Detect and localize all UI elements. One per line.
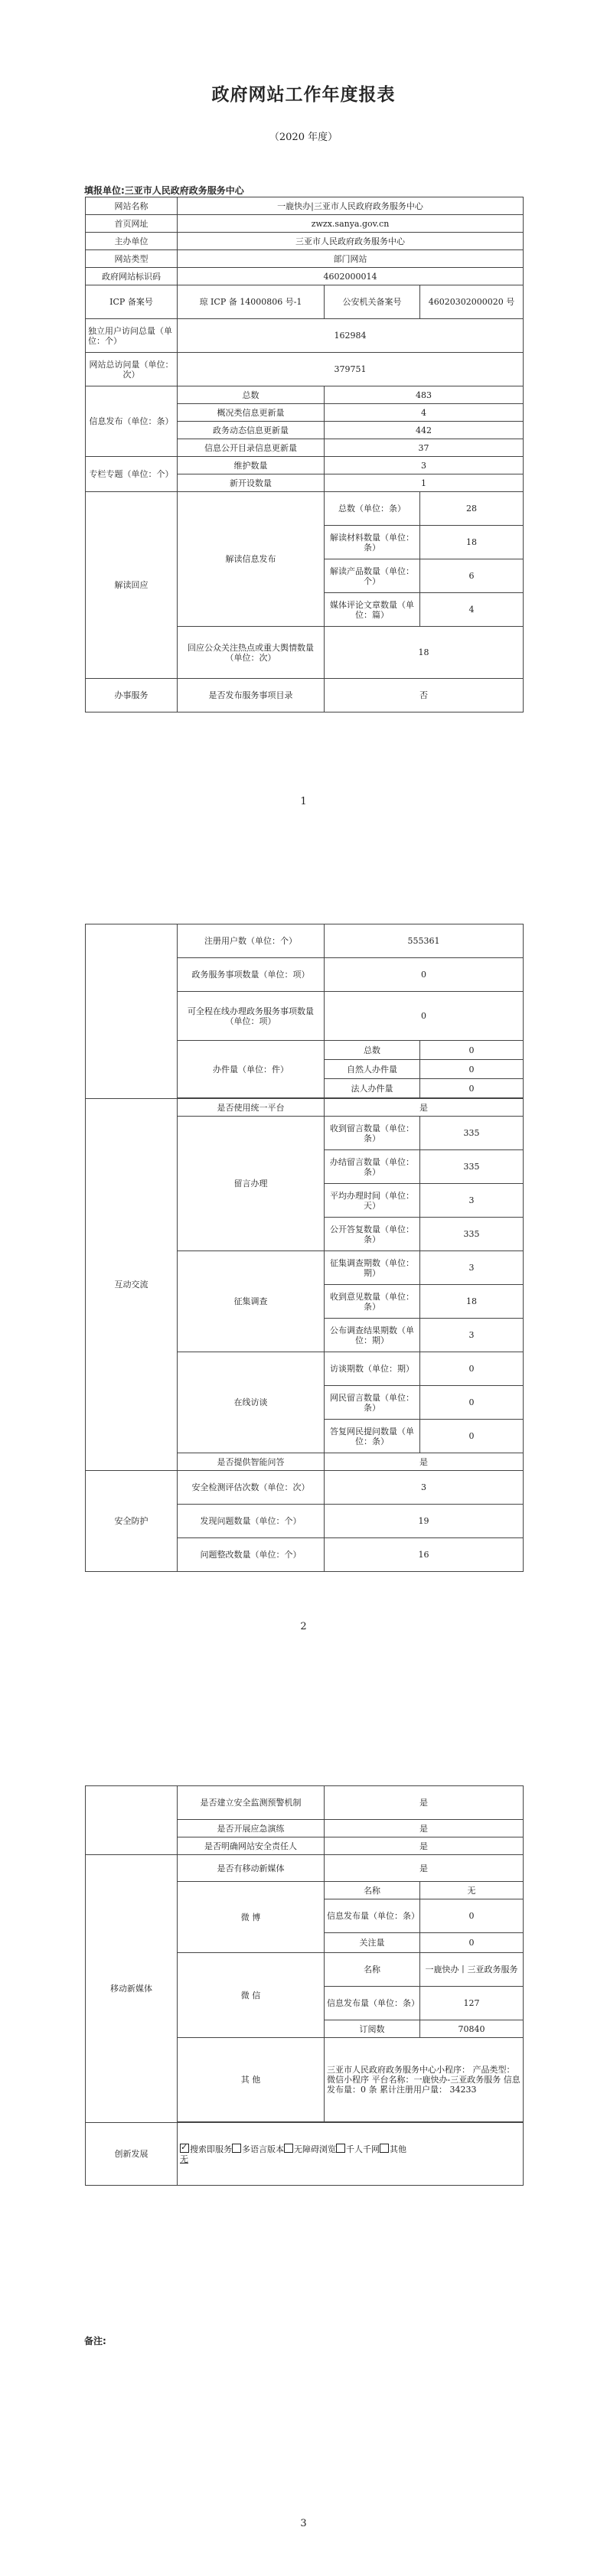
- reporting-unit: 填报单位:三亚市人民政府政务服务中心: [84, 185, 244, 196]
- security-cell-continued: [86, 1786, 178, 1855]
- survey-recv-value: 18: [420, 1285, 524, 1319]
- media-weibo-label: 微 博: [178, 1882, 325, 1953]
- wechat-sub-label: 订阅数: [325, 2020, 420, 2038]
- site-url-label: 首页网址: [86, 215, 178, 233]
- report-year: （2020 年度）: [269, 132, 338, 143]
- site-org-value: 三亚市人民政府政务服务中心: [178, 233, 524, 250]
- service-items-value: 0: [325, 958, 524, 992]
- info-dynamic-label: 政务动态信息更新量: [178, 422, 325, 439]
- interpret-material-label: 解读材料数量（单位：条）: [325, 526, 420, 559]
- security-owner-label: 是否明确网站安全责任人: [178, 1837, 325, 1855]
- security-monitor-value: 是: [325, 1786, 524, 1820]
- site-url-value: zwzx.sanya.gov.cn: [178, 215, 524, 233]
- media-has-label: 是否有移动新媒体: [178, 1855, 325, 1882]
- security-drill-label: 是否开展应急演练: [178, 1820, 325, 1837]
- info-total-value: 483: [325, 386, 524, 404]
- innovation-label: 创新发展: [86, 2123, 178, 2186]
- report-table-page-2: [85, 924, 524, 1572]
- weibo-posts-value: 0: [420, 1899, 524, 1933]
- innovation-option-1[interactable]: 多语言版本: [232, 2144, 284, 2154]
- service-reg-value: 555361: [325, 924, 524, 958]
- report-title: 政府网站工作年度报表: [211, 85, 396, 105]
- innovation-option-3[interactable]: 千人千网: [336, 2144, 380, 2154]
- msg-recv-label: 收到留言数量（单位：条）: [325, 1117, 420, 1150]
- interview-n-label: 访谈期数（单位：期）: [325, 1352, 420, 1386]
- uv-label: 独立用户访问总量（单位：个）: [86, 319, 178, 353]
- media-wechat-label: 微 信: [178, 1953, 325, 2038]
- survey-pub-value: 3: [420, 1319, 524, 1352]
- interpret-product-value: 6: [420, 559, 524, 593]
- service-handle-total-label: 总数: [325, 1041, 420, 1060]
- interview-n-value: 0: [420, 1352, 524, 1386]
- security-owner-value: 是: [325, 1837, 524, 1855]
- pv-label: 网站总访问量（单位：次）: [86, 353, 178, 386]
- pv-value: 379751: [178, 353, 524, 386]
- info-overview-label: 概况类信息更新量: [178, 404, 325, 422]
- interaction-msg-label: 留言办理: [178, 1117, 325, 1251]
- site-code-label: 政府网站标识码: [86, 268, 178, 285]
- security-fixed-value: 16: [325, 1538, 524, 1572]
- info-label: 信息发布（单位：条）: [86, 386, 178, 457]
- interaction-platform-value: 是: [325, 1099, 524, 1117]
- survey-pub-label: 公布调查结果期数（单位：期）: [325, 1319, 420, 1352]
- interpret-response-value: 18: [325, 627, 524, 679]
- interpret-response-label: 回应公众关注热点或重大舆情数量（单位：次）: [178, 627, 325, 679]
- security-drill-value: 是: [325, 1820, 524, 1837]
- report-table-page-3: [85, 1785, 524, 2186]
- wechat-name-label: 名称: [325, 1953, 420, 1987]
- service-directory-value: 否: [325, 679, 524, 712]
- police-value: 46020302000020 号: [420, 285, 524, 319]
- interaction-platform-label: 是否使用统一平台: [178, 1099, 325, 1117]
- service-items-label: 政务服务事项数量（单位：项）: [178, 958, 325, 992]
- media-other-value: 三亚市人民政府政务服务中心小程序： 产品类型：微信小程序 平台名称：一鹿快办-三亚政务服务 信息发布量：0 条 累计注册用户量： 34233: [325, 2038, 524, 2122]
- weibo-posts-label: 信息发布量（单位：条）: [325, 1899, 420, 1933]
- interaction-survey-label: 征集调查: [178, 1251, 325, 1352]
- security-label: 安全防护: [86, 1471, 178, 1572]
- weibo-follow-label: 关注量: [325, 1933, 420, 1953]
- info-total-label: 总数: [178, 386, 325, 404]
- weibo-name-label: 名称: [325, 1882, 420, 1899]
- wechat-sub-value: 70840: [420, 2020, 524, 2038]
- innovation-option-4[interactable]: 其他: [380, 2144, 406, 2154]
- innovation-options: [178, 2123, 524, 2186]
- special-new-label: 新开设数量: [178, 474, 325, 492]
- service-handle-legal-label: 法人办件量: [325, 1079, 420, 1098]
- checkbox-icon[interactable]: [284, 2144, 293, 2153]
- interview-a-value: 0: [420, 1420, 524, 1453]
- interaction-smart-label: 是否提供智能问答: [178, 1453, 325, 1471]
- checkbox-icon[interactable]: [380, 2144, 389, 2153]
- info-overview-value: 4: [325, 404, 524, 422]
- security-check-value: 3: [325, 1471, 524, 1505]
- survey-n-label: 征集调查期数（单位：期）: [325, 1251, 420, 1285]
- weibo-name-value: 无: [420, 1882, 524, 1899]
- innovation-option-0[interactable]: ✓ 搜索即服务: [180, 2144, 232, 2154]
- uv-value: 162984: [178, 319, 524, 353]
- info-dynamic-value: 442: [325, 422, 524, 439]
- media-other-label: 其 他: [178, 2038, 325, 2122]
- interpret-media-label: 媒体评论文章数量（单位：篇）: [325, 593, 420, 627]
- page-number-3: 3: [300, 2518, 307, 2529]
- security-check-label: 安全检测评估次数（单位：次）: [178, 1471, 325, 1505]
- page-number-2: 2: [300, 1621, 307, 1632]
- checkbox-icon[interactable]: [232, 2144, 241, 2153]
- media-label: 移动新媒体: [86, 1855, 178, 2123]
- wechat-posts-label: 信息发布量（单位：条）: [325, 1987, 420, 2020]
- security-found-value: 19: [325, 1505, 524, 1538]
- msg-days-value: 3: [420, 1184, 524, 1218]
- msg-recv-value: 335: [420, 1117, 524, 1150]
- site-name-label: 网站名称: [86, 197, 178, 215]
- msg-pub-value: 335: [420, 1218, 524, 1251]
- weibo-follow-value: 0: [420, 1933, 524, 1953]
- survey-n-value: 3: [420, 1251, 524, 1285]
- info-open-label: 信息公开目录信息更新量: [178, 439, 325, 457]
- info-open-value: 37: [325, 439, 524, 457]
- security-found-label: 发现问题数量（单位：个）: [178, 1505, 325, 1538]
- innovation-other-text: 无: [180, 2154, 188, 2164]
- wechat-name-value: 一鹿快办丨三亚政务服务: [420, 1953, 524, 1987]
- police-label: 公安机关备案号: [325, 285, 420, 319]
- special-maint-value: 3: [325, 457, 524, 474]
- page-number-1: 1: [300, 796, 307, 807]
- special-maint-label: 维护数量: [178, 457, 325, 474]
- service-handle-legal-value: 0: [420, 1079, 524, 1098]
- checkbox-icon[interactable]: [336, 2144, 345, 2153]
- interview-q-label: 网民留言数量（单位：条）: [325, 1386, 420, 1420]
- remarks-label: 备注:: [84, 2336, 106, 2346]
- site-type-label: 网站类型: [86, 250, 178, 268]
- interpret-product-label: 解读产品数量（单位：个）: [325, 559, 420, 593]
- service-reg-label: 注册用户数（单位：个）: [178, 924, 325, 958]
- msg-done-value: 335: [420, 1150, 524, 1184]
- msg-pub-label: 公开答复数量（单位：条）: [325, 1218, 420, 1251]
- msg-days-label: 平均办理时间（单位：天）: [325, 1184, 420, 1218]
- service-directory-label: 是否发布服务事项目录: [178, 679, 325, 712]
- icp-value: 琼 ICP 备 14000806 号-1: [178, 285, 325, 319]
- site-code-value: 4602000014: [178, 268, 524, 285]
- interaction-interview-label: 在线访谈: [178, 1352, 325, 1453]
- innovation-option-2[interactable]: 无障碍浏览: [284, 2144, 336, 2154]
- service-cell-continued: [86, 924, 178, 1099]
- interpret-label: 解读回应: [86, 492, 178, 679]
- special-new-value: 1: [325, 474, 524, 492]
- interpret-total-value: 28: [420, 492, 524, 526]
- report-table-page-1: [85, 197, 524, 712]
- interaction-smart-value: 是: [325, 1453, 524, 1471]
- site-type-value: 部门网站: [178, 250, 524, 268]
- service-online-label: 可全程在线办理政务服务事项数量（单位：项）: [178, 992, 325, 1041]
- interpret-media-value: 4: [420, 593, 524, 627]
- interview-a-label: 答复网民提问数量（单位：条）: [325, 1420, 420, 1453]
- site-org-label: 主办单位: [86, 233, 178, 250]
- security-monitor-label: 是否建立安全监测预警机制: [178, 1786, 325, 1820]
- service-label: 办事服务: [86, 679, 178, 712]
- checkbox-icon[interactable]: [180, 2144, 189, 2153]
- service-handle-person-value: 0: [420, 1060, 524, 1079]
- service-online-value: 0: [325, 992, 524, 1041]
- interpret-sub-label: 解读信息发布: [178, 492, 325, 627]
- security-fixed-label: 问题整改数量（单位：个）: [178, 1538, 325, 1572]
- service-handle-total-value: 0: [420, 1041, 524, 1060]
- special-label: 专栏专题（单位：个）: [86, 457, 178, 492]
- site-name-value: 一鹿快办|三亚市人民政府政务服务中心: [178, 197, 524, 215]
- wechat-posts-value: 127: [420, 1987, 524, 2020]
- msg-done-label: 办结留言数量（单位：条）: [325, 1150, 420, 1184]
- interview-q-value: 0: [420, 1386, 524, 1420]
- icp-label: ICP 备案号: [86, 285, 178, 319]
- interaction-label: 互动交流: [86, 1099, 178, 1471]
- service-handle-person-label: 自然人办件量: [325, 1060, 420, 1079]
- survey-recv-label: 收到意见数量（单位：条）: [325, 1285, 420, 1319]
- interpret-total-label: 总数（单位：条）: [325, 492, 420, 526]
- service-handle-label: 办件量（单位：件）: [178, 1041, 325, 1098]
- interpret-material-value: 18: [420, 526, 524, 559]
- media-has-value: 是: [325, 1855, 524, 1882]
